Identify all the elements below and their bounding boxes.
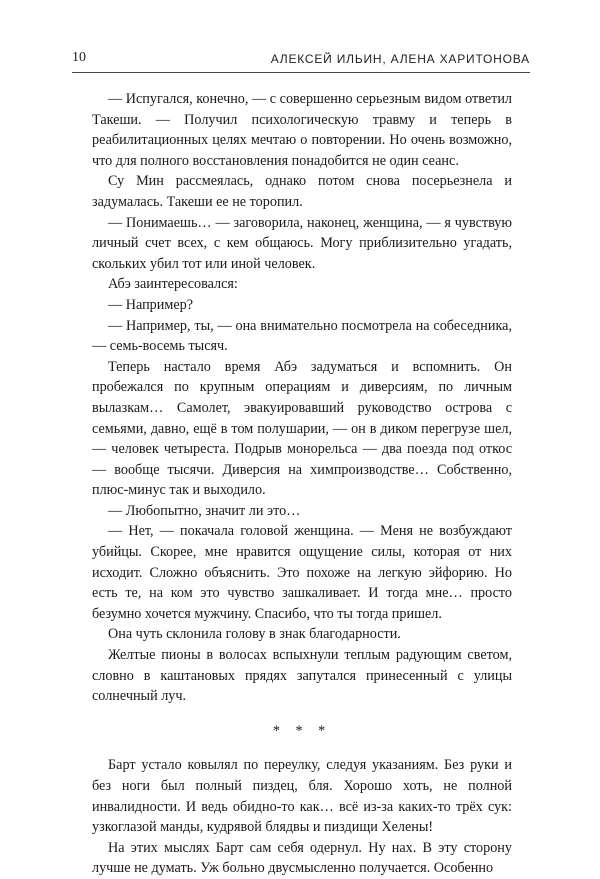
- paragraph: — Любопытно, значит ли это…: [108, 502, 301, 519]
- paragraph: На этих мыслях Барт сам себя одернул. Ну нах. В эту сторону лучше не думать. Уж больно двусмысленно получается. Особенно: [92, 839, 512, 877]
- paragraph: Барт устало ковылял по переулку, следуя указаниям. Без руки и без ноги был полный пиздец, бля. Хорошо хоть, не полной инвалидности. И ведь обидно-то как… всё из-за каких-то трёх сук: узкоглазой манды, кудрявой блядвы и пиздищи Хелены!: [92, 757, 512, 836]
- paragraph: — Понимаешь… — заговорила, наконец, женщина, — я чувствую личный счет всех, с кем общаюсь. Могу приблизительно угадать, скольких убил тот или иной человек.: [92, 214, 512, 272]
- header-rule: [72, 72, 530, 73]
- paragraph: Су Мин рассмеялась, однако потом снова посерьезнела и задумалась. Такеши ее не торопил.: [92, 173, 512, 210]
- paragraph: — Например, ты, — она внимательно посмотрела на собеседника, — семь-восемь тысяч.: [92, 317, 512, 355]
- paragraph: Абэ заинтересовался:: [108, 276, 238, 293]
- page-number: 10: [72, 50, 86, 65]
- paragraph: — Нет, — покачала головой женщина. — Меня не возбуждают убийцы. Скорее, мне нравится ощущение силы, которая от них исходит. Сложно объяснить. Это похоже на легкую эйфорию. Но есть те, на ком это чувство зашкаливает. И тогда мне… просто безумно хочется мужчину. Спасибо, что ты тогда пришел.: [92, 523, 512, 622]
- running-head: АЛЕКСЕЙ ИЛЬИН, АЛЕНА ХАРИТОНОВА: [270, 52, 530, 66]
- paragraph: — Например?: [108, 296, 194, 313]
- paragraph: — Испугался, конечно, — с совершенно серьезным видом ответил Такеши. — Получил психологическую травму и теперь в реабилитационных целях мечтаю о повторении. Но очень возможно, что для полного восстановления понадобится не один сеанс.: [92, 91, 512, 169]
- section-separator: * * *: [272, 722, 332, 739]
- page-header: [72, 50, 530, 72]
- paragraph: Она чуть склонила голову в знак благодарности.: [108, 626, 401, 643]
- paragraph: Теперь настало время Абэ задуматься и вспомнить. Он пробежался по крупным операциям и диверсиям, по личным вылазкам… Самолет, эвакуировавший руководство острова с семьями, давно, ещё в том полушарии, — он в диком перегрузе шел, — человек четыреста. Подрыв монорельса — два поезда под откос — вообще тысячи. Диверсия на химпроизводстве… Собственно, плюс-минус так и выходило.: [92, 358, 512, 499]
- body-text: [92, 89, 512, 879]
- paragraph: Желтые пионы в волосах вспыхнули теплым радующим светом, словно в каштановых прядях запутался принесенный с улицы солнечный луч.: [92, 647, 512, 705]
